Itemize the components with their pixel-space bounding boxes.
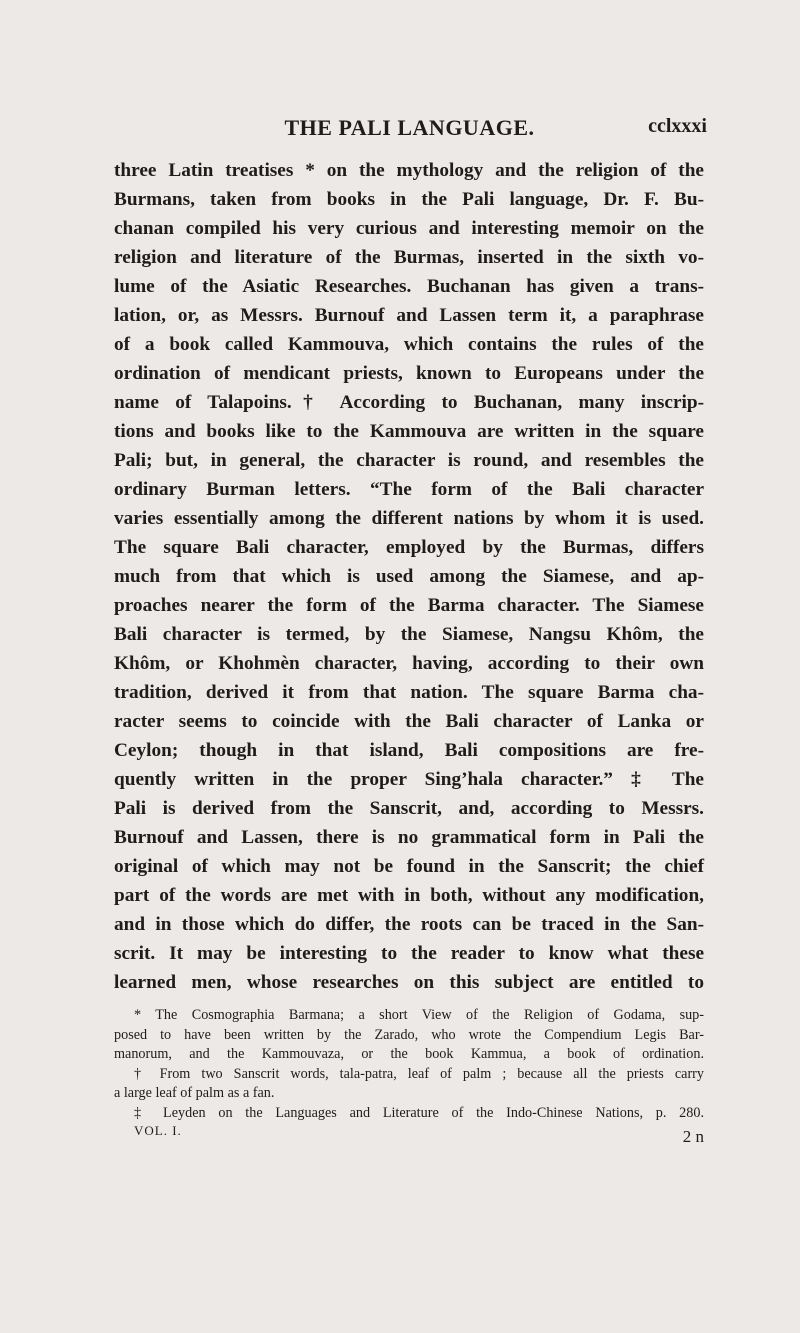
body-line: original of which may not be found in the Sanscrit; the chief <box>114 856 704 877</box>
body-line: much from that which is used among the Siamese, and ap- <box>114 566 704 587</box>
body-line: tradition, derived it from that nation. The square Barma cha- <box>114 682 704 703</box>
body-line: proaches nearer the form of the Barma character. The Siamese <box>114 595 704 616</box>
body-line: and in those which do differ, the roots can be traced in the San- <box>114 914 704 935</box>
body-line: part of the words are met with in both, without any modification, <box>114 885 704 906</box>
footnote-line: a large leaf of palm as a fan. <box>114 1085 275 1101</box>
footnote-line: † From two Sanscrit words, tala-patra, leaf of palm ; because all the priests carry <box>134 1065 704 1082</box>
body-line: Khôm, or Khohmèn character, having, according to their own <box>114 653 704 674</box>
body-line: tions and books like to the Kammouva are written in the square <box>114 421 704 442</box>
body-line: Burmans, taken from books in the Pali language, Dr. F. Bu- <box>114 189 704 210</box>
body-line: three Latin treatises * on the mythology and the religion of the <box>114 160 704 181</box>
footnote-line: * The Cosmographia Barmana; a short View of the Religion of Godama, sup- <box>134 1007 704 1023</box>
body-line: religion and literature of the Burmas, inserted in the sixth vo- <box>114 247 704 268</box>
body-line: varies essentially among the different nations by whom it is used. <box>114 508 704 529</box>
body-line: Bali character is termed, by the Siamese, Nangsu Khôm, the <box>114 624 704 645</box>
body-line: ordination of mendicant priests, known to Europeans under the <box>114 363 704 384</box>
body-line: Burnouf and Lassen, there is no grammatical form in Pali the <box>114 827 704 848</box>
body-line: Pali is derived from the Sanscrit, and, according to Messrs. <box>114 798 704 819</box>
footnote-line: ‡ Leyden on the Languages and Literature of the Indo-Chinese Nations, p. 280. <box>134 1104 704 1121</box>
page-number: cclxxxi <box>648 115 707 137</box>
signature-row <box>134 1123 704 1145</box>
signature-mark: 2 n <box>682 1127 704 1146</box>
running-header <box>112 115 707 145</box>
running-title: THE PALI LANGUAGE. <box>284 115 535 140</box>
body-line: name of Talapoins.† According to Buchanan, many inscrip- <box>114 392 704 413</box>
body-line: racter seems to coincide with the Bali character of Lanka or <box>114 711 704 732</box>
body-line: Ceylon; though in that island, Bali compositions are fre- <box>114 740 704 761</box>
body-line: of a book called Kammouva, which contains the rules of the <box>114 334 704 355</box>
body-line: The square Bali character, employed by the Burmas, differs <box>114 537 704 558</box>
body-line: quently written in the proper Sing’hala character.” ‡ The <box>114 769 704 790</box>
footnotes <box>114 1006 704 1123</box>
body-text <box>114 156 704 997</box>
body-line: lation, or, as Messrs. Burnouf and Lassen term it, a paraphrase <box>114 305 704 326</box>
footnote-line: manorum, and the Kammouvaza, or the book Kammua, a book of ordination. <box>114 1046 704 1062</box>
footnote-line: posed to have been written by the Zarado, who wrote the Compendium Legis Bar- <box>114 1026 704 1043</box>
body-line: scrit. It may be interesting to the reader to know what these <box>114 943 704 964</box>
body-line: ordinary Burman letters. “The form of the Bali character <box>114 479 704 500</box>
volume-label: VOL. I. <box>134 1123 182 1138</box>
body-line: lume of the Asiatic Researches. Buchanan has given a trans- <box>114 276 704 297</box>
body-line: learned men, whose researches on this subject are entitled to <box>114 972 704 993</box>
body-line: Pali; but, in general, the character is round, and resembles the <box>114 450 704 471</box>
body-line: chanan compiled his very curious and interesting memoir on the <box>114 218 704 239</box>
